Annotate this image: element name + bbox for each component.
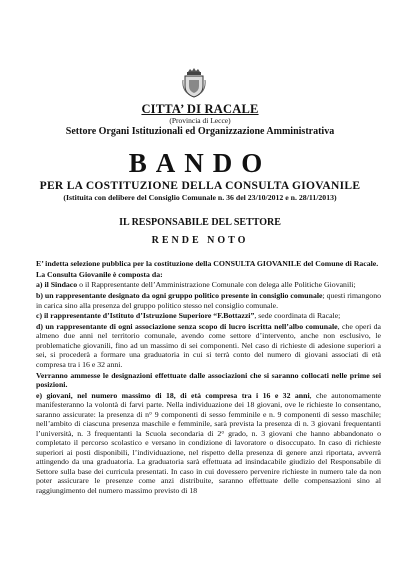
item-d-text: , che operi da almeno due anni nel territorio comunale, avendo come settore d’intervento, anche non esclusivo, le problematiche giovanili, fino ad un massimo di sei componenti. Nel caso di richieste di adesione superiori a sei, si procederà a formare una graduatoria in cui si terrà conto del numero di giovani associati di età compresa tra i 16 e 32 anni.: [36, 321, 382, 369]
announces-heading: RENDE NOTO: [151, 235, 249, 246]
city-title: CITTA’ DI RACALE: [141, 102, 259, 116]
bando-heading: BANDO: [128, 148, 272, 178]
item-c: [36, 311, 381, 321]
intro-paragraph: E’ indetta selezione pubblica per la costituzione della CONSULTA GIOVANILE del Comune di Racale.: [36, 259, 379, 268]
composition-line: La Consulta Giovanile è composta da:: [36, 269, 163, 279]
item-b: [36, 291, 381, 310]
item-a-text: o il Rappresentante dell’Amministrazione Comunale con delega alle Politiche Giovanili;: [77, 280, 356, 290]
item-e-text: , che autonomamente manifesteranno la volontà di farvi parte. Nella individuazione dei 18 giovani, ove le richieste lo consentano, saranno assicurate: la presenza di n° 9 componenti di sesso femminile e n. 9 componenti di sesso maschile; nell’ambito di ciascuna presenza maschile e femminile, sarà prevista la presenza di n. 3 giovani frequentanti l’università, n. 3 frequentanti la Scuola secondaria di 2° grado, n. 3 giovani che hanno abbandonato o completato il percorso scolastico e versano in condizione di lavoratore o disoccupato. In caso di richieste superiori ai posti disponibili, l’individuazione, nel rispetto della presenza di genere anzi riportata, avverrà attingendo da una graduatoria. La graduatoria sarà effettuata ad insindacabile giudizio del Responsabile di Settore sulla base dei curricula presentati. In caso in cui dovessero pervenire richieste in numero tale da non poter assicurare le presenze come anzi distribuite, saranno effettuate delle compensazioni sino al raggiungimento del numero massimo previsto di 18: [36, 390, 381, 495]
associations-note: Verranno ammesse le designazioni effettuate dalle associazioni che si saranno collocati nelle prime sei posizioni.: [36, 370, 381, 390]
responsible-heading: IL RESPONSABILE DEL SETTORE: [119, 217, 281, 228]
item-c-lead: c) il rappresentante d’Istituto d’Istruzione Superiore “F.Bottazzi”: [36, 311, 255, 321]
item-d: [36, 322, 381, 370]
town-crest-icon: [182, 68, 206, 98]
department-label: Settore Organi Istituzionali ed Organizzazione Amministrativa: [65, 126, 335, 137]
document-body: [36, 259, 381, 497]
province-label: (Provincia di Lecce): [169, 116, 231, 125]
item-b-lead: b) un rappresentante designato da ogni gruppo politico presente in consiglio comunale: [36, 291, 323, 301]
item-a-lead: a) il Sindaco: [36, 280, 78, 290]
item-e-lead: e) giovani, nel numero massimo di 18, di età compresa tra i 16 e 32 anni: [36, 390, 310, 400]
established-note: (Istituita con delibere del Consiglio Comunale n. 36 del 23/10/2012 e n. 28/11/2013): [63, 193, 337, 202]
item-d-lead: d) un rappresentante di ogni associazione senza scopo di lucro iscritta nell’albo comunale: [36, 321, 338, 331]
item-e: [36, 391, 381, 496]
bando-subtitle: PER LA COSTITUZIONE DELLA CONSULTA GIOVANILE: [39, 180, 361, 192]
item-b-text: ; questi rimangono in carica sino alla presenza del gruppo politico stesso nel consiglio comunale.: [36, 291, 381, 310]
item-c-text: , sede coordinata di Racale;: [254, 311, 341, 321]
item-a: [36, 280, 381, 290]
